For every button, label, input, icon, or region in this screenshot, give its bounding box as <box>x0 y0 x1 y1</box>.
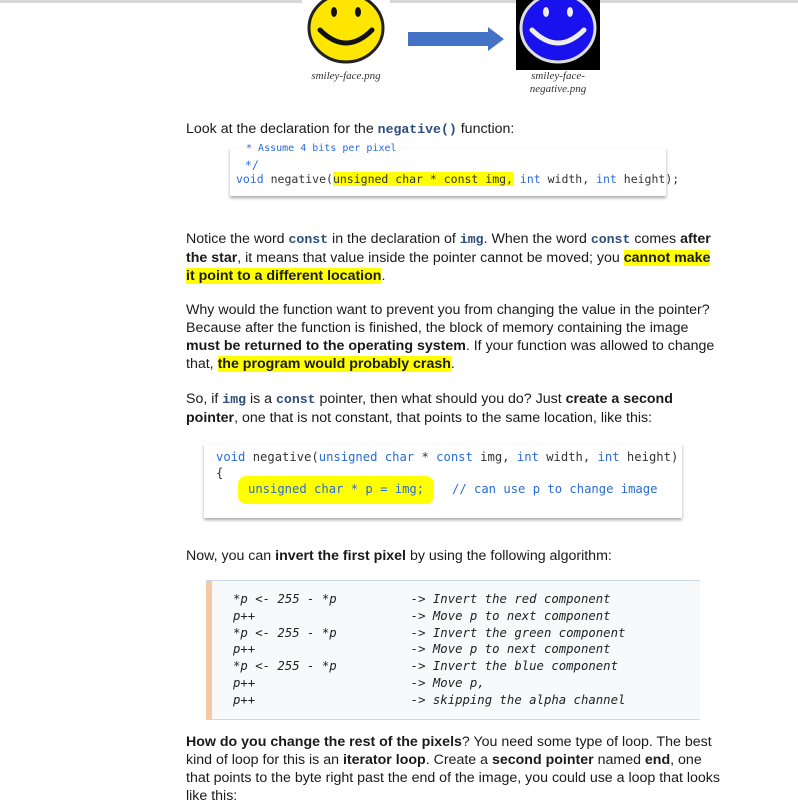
paragraph-const-explanation: Notice the word const in the declaration of img. When the word const comes after the star, it means that value inside the pointer cannot be moved; you cannot make it point to a different location. <box>186 231 711 284</box>
algorithm-text <box>233 591 625 709</box>
algorithm-line: p++ -> Move p, <box>233 675 485 690</box>
algorithm-line: *p <- 255 - *p -> Invert the blue component <box>233 659 618 674</box>
smiley-face-negative-image <box>512 0 604 70</box>
original-image-figure <box>296 0 396 83</box>
code-snippet-declaration <box>230 143 680 196</box>
code-signature-line: void negative(unsigned char * const img, int width, int height) <box>216 450 679 464</box>
code-comment: * Assume 4 bits per pixel <box>240 143 397 154</box>
algorithm-line: p++ -> Move p to next component <box>233 608 611 623</box>
algorithm-block <box>206 580 700 720</box>
code-pointer-declaration: unsigned char * p = img; <box>248 482 425 496</box>
code-snippet-second-pointer <box>204 444 682 518</box>
algorithm-accent-bar <box>206 581 212 719</box>
code-declaration-line: void negative(unsigned char * const img, int width, int height); <box>236 172 680 186</box>
algorithm-line: p++ -> skipping the alpha channel <box>233 692 626 707</box>
algorithm-line: *p <- 255 - *p -> Invert the green component <box>233 625 626 640</box>
algorithm-line: *p <- 255 - *p -> Invert the red component <box>233 592 611 606</box>
original-image-caption: smiley-face.png <box>311 70 381 82</box>
inline-code: negative() <box>377 122 457 137</box>
paragraph-iterator-loop: How do you change the rest of the pixels? You need some type of loop. The best kind of loop for this is an iterator loop. Create a second pointer named end, one that points to the byte right past the end of the image, you could use a loop that looks like this: <box>186 734 720 804</box>
code-inline-comment: // can use p to change image <box>452 482 658 496</box>
paragraph-second-pointer: So, if img is a const pointer, then what should you do? Just create a second pointer, one that is not constant, that points to the same location, like this: <box>186 391 673 426</box>
negative-image-caption-1: smiley-face- <box>531 70 585 82</box>
right-arrow-icon <box>408 27 504 51</box>
negative-image-caption-2: negative.png <box>529 83 587 95</box>
paragraph-why-const: Why would the function want to prevent you from changing the value in the pointer? Because after the function is finished, the block of memory containing the image must be returned to the operating system. If your function was allowed to change that, the program would probably crash. <box>186 302 715 372</box>
code-comment-end: */ <box>238 158 259 172</box>
paragraph-invert-first-pixel: Now, you can invert the first pixel by using the following algorithm: <box>186 548 612 564</box>
negative-image-figure <box>510 0 606 96</box>
top-divider <box>0 0 798 3</box>
smiley-face-image <box>302 0 390 70</box>
paragraph-intro: Look at the declaration for the negative() function: <box>186 121 515 137</box>
algorithm-line: p++ -> Move p to next component <box>233 642 611 657</box>
code-open-brace: { <box>216 466 224 480</box>
